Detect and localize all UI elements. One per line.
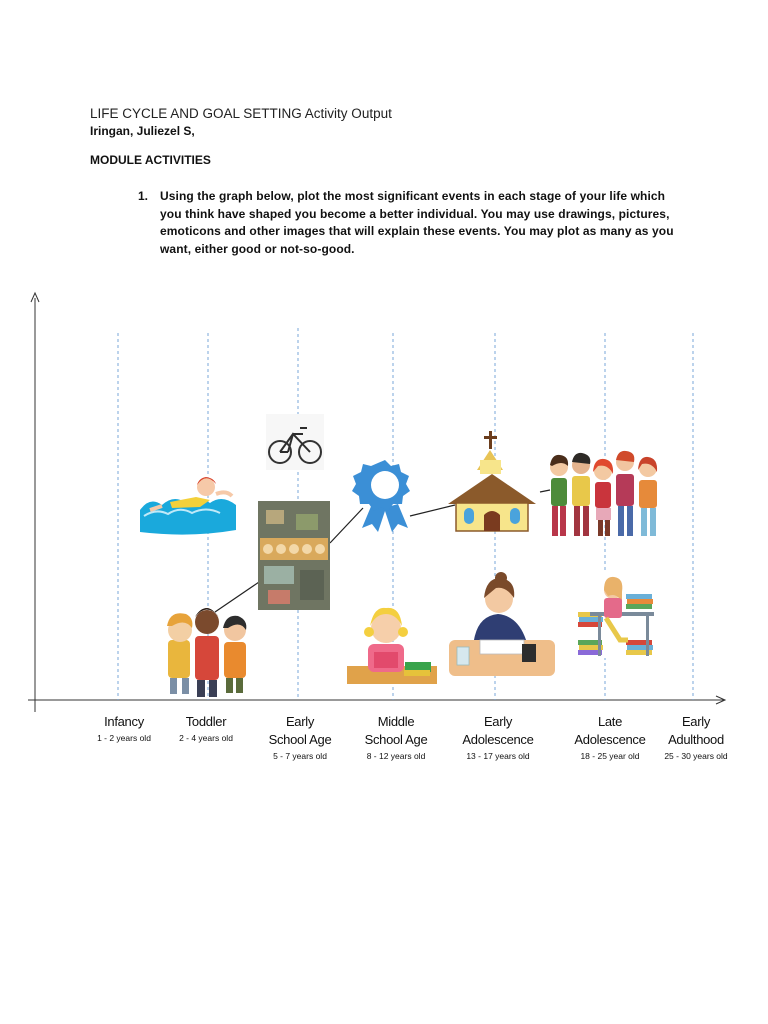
craft-collage-icon bbox=[258, 501, 330, 610]
bicycle-icon bbox=[266, 414, 324, 470]
stage-age: 8 - 12 years old bbox=[366, 751, 426, 761]
stage-label-middle-school-age bbox=[346, 713, 446, 762]
author-name: Iringan, Juliezel S, bbox=[90, 124, 195, 138]
stage-age: 13 - 17 years old bbox=[466, 751, 530, 761]
event-connector bbox=[330, 508, 363, 543]
stage-name: Infancy bbox=[104, 714, 144, 729]
stage-name-line2: School Age bbox=[364, 732, 428, 747]
teens-group-icon bbox=[550, 451, 657, 536]
stage-age: 25 - 30 years old bbox=[664, 751, 728, 761]
stage-age: 2 - 4 years old bbox=[179, 733, 233, 743]
event-connector bbox=[215, 580, 262, 612]
stage-age: 1 - 2 years old bbox=[97, 733, 151, 743]
kids-group-icon bbox=[167, 608, 246, 697]
student-writing-icon bbox=[449, 572, 555, 676]
stage-name-line2: Adolescence bbox=[462, 732, 534, 747]
section-heading: MODULE ACTIVITIES bbox=[90, 153, 211, 167]
girl-reading-icon bbox=[347, 608, 437, 684]
church-icon bbox=[448, 431, 536, 531]
girl-studying-books-icon bbox=[574, 573, 656, 658]
stage-age: 18 - 25 year old bbox=[580, 751, 640, 761]
stage-label-late-adolescence bbox=[560, 713, 660, 762]
stage-name: Early bbox=[285, 714, 315, 729]
stage-name-line2: School Age bbox=[268, 732, 332, 747]
instruction-text: Using the graph below, plot the most significant events in each stage of your life which you think have shaped you become a better individual. You may use drawings, pictures, emoticons and other images that will explain these events. You may plot as many as you want, either good or not-so-good. bbox=[160, 189, 674, 256]
stage-name-line2: Adulthood bbox=[668, 732, 724, 747]
stage-name: Early bbox=[681, 714, 711, 729]
event-connector bbox=[410, 505, 455, 516]
swimming-girl-icon bbox=[140, 477, 236, 535]
stage-label-early-adolescence bbox=[448, 713, 548, 762]
event-connector bbox=[540, 490, 550, 492]
stage-name-line2: Adolescence bbox=[574, 732, 646, 747]
stage-label-early-adulthood bbox=[646, 713, 746, 762]
stage-age: 5 - 7 years old bbox=[273, 751, 327, 761]
stage-name: Late bbox=[597, 714, 623, 729]
award-ribbon-icon bbox=[352, 460, 410, 532]
stage-name: Early bbox=[483, 714, 513, 729]
stage-label-toddler bbox=[156, 713, 256, 744]
document-title: LIFE CYCLE AND GOAL SETTING Activity Output bbox=[90, 106, 392, 121]
stage-name: Toddler bbox=[185, 714, 227, 729]
stage-label-early-school-age bbox=[250, 713, 350, 762]
stage-name: Middle bbox=[377, 714, 415, 729]
instruction-number: 1. bbox=[138, 189, 149, 203]
